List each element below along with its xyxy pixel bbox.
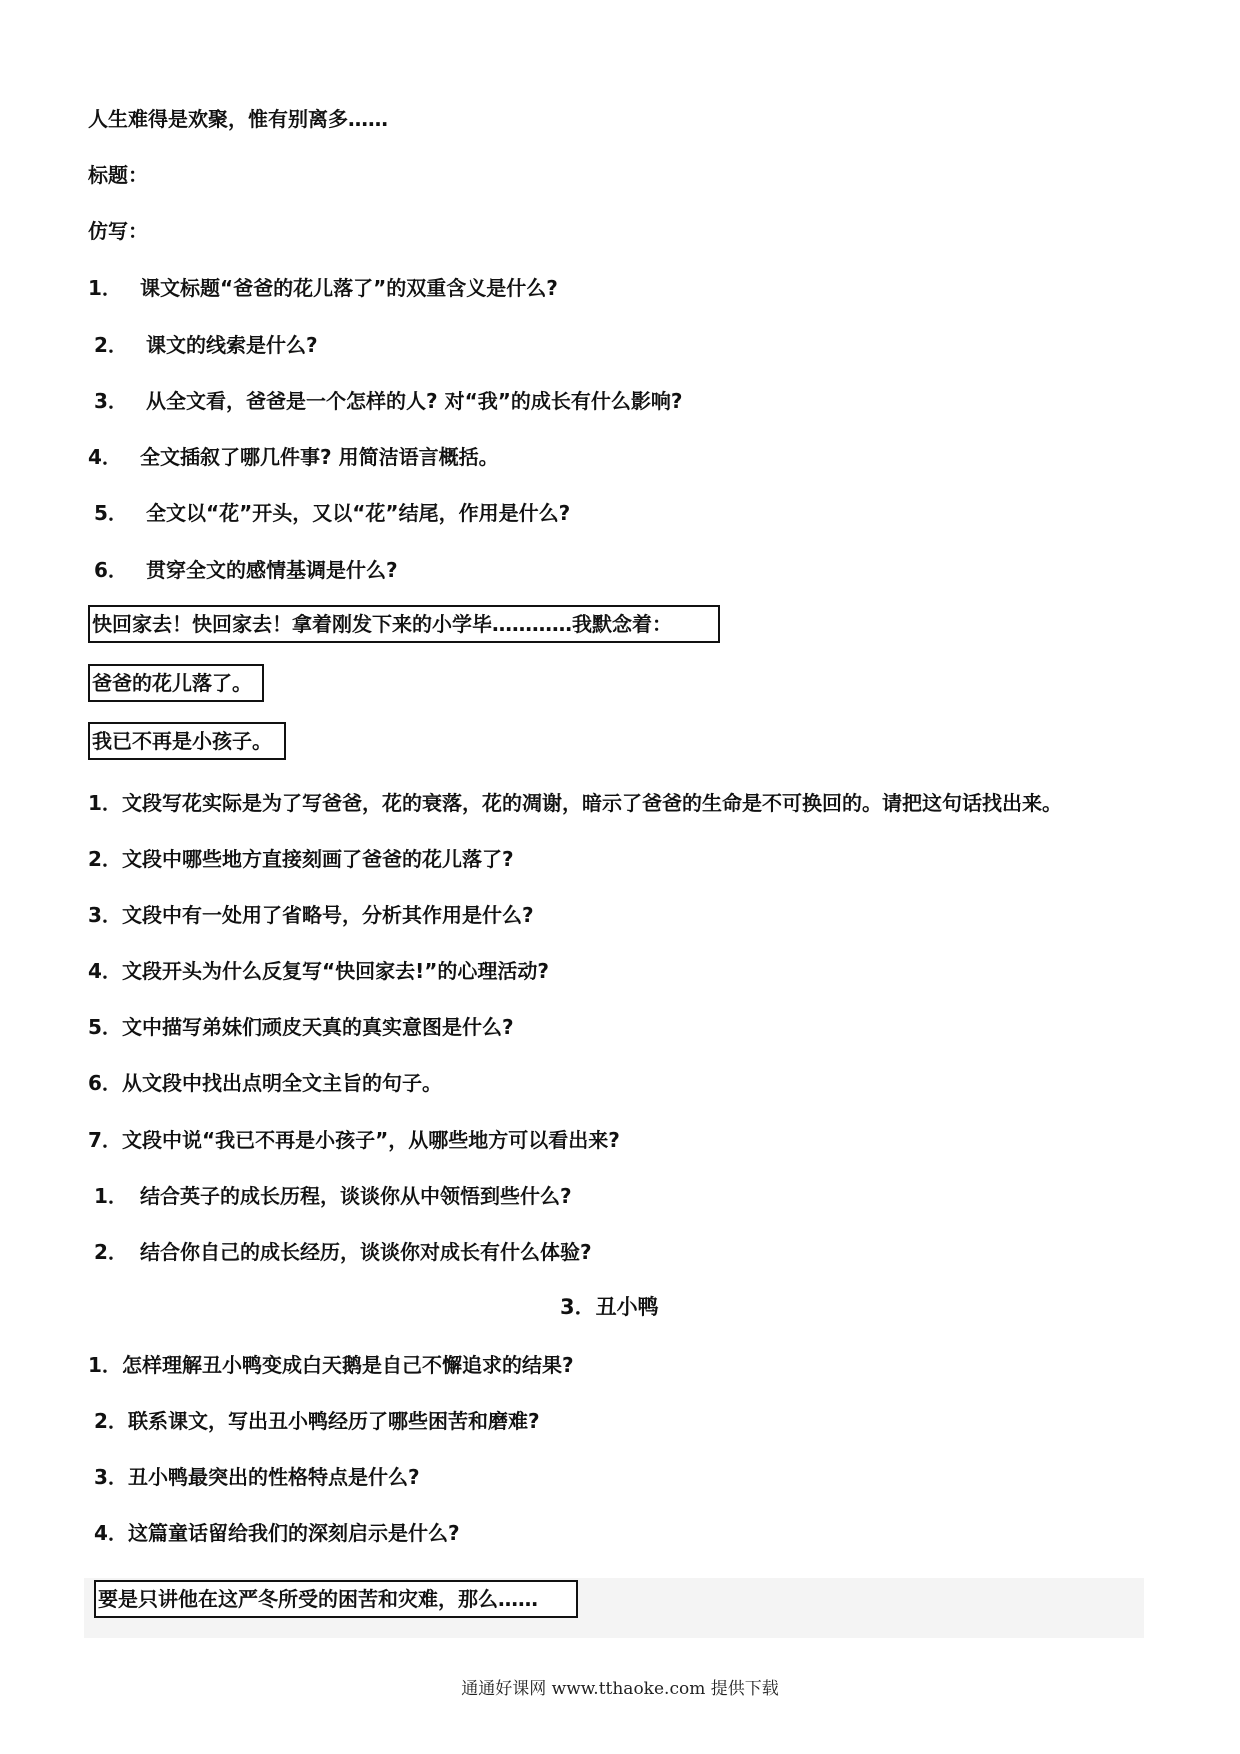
question-text: 文段中哪些地方直接刻画了爸爸的花儿落了?: [122, 847, 514, 871]
question-number: 2．: [88, 847, 122, 871]
question-number: 4．: [94, 1521, 128, 1545]
question-d-4: [94, 1520, 460, 1546]
question-text: 文段中说“我已不再是小孩子”，从哪些地方可以看出来?: [122, 1128, 620, 1152]
question-a-3: [94, 388, 682, 414]
question-d-2: [94, 1408, 540, 1434]
question-a-5: [94, 500, 570, 526]
question-number: 6．: [88, 1071, 122, 1095]
question-c-1: [94, 1183, 572, 1209]
question-text: 全文以“花”开头，又以“花”结尾，作用是什么?: [146, 501, 571, 525]
question-text: 怎样理解丑小鸭变成白天鹅是自己不懈追求的结果?: [122, 1353, 574, 1377]
page-footer: 通通好课网 www.tthaoke.com 提供下载: [461, 1679, 779, 1699]
question-text: 课文标题“爸爸的花儿落了”的双重含义是什么?: [140, 276, 558, 300]
question-a-6: [94, 557, 398, 583]
boxed-passage-3: 我已不再是小孩子。: [88, 722, 286, 760]
question-text: 这篇童话留给我们的深刻启示是什么?: [128, 1521, 460, 1545]
question-text: 从全文看，爸爸是一个怎样的人? 对“我”的成长有什么影响?: [146, 389, 683, 413]
question-text: 文中描写弟妹们顽皮天真的真实意图是什么?: [122, 1015, 514, 1039]
question-number: 7．: [88, 1128, 122, 1152]
question-number: 1．: [94, 1184, 128, 1208]
question-number: 5．: [94, 501, 128, 525]
question-text: 从文段中找出点明全文主旨的句子。: [122, 1071, 442, 1095]
question-number: 3．: [94, 1465, 128, 1489]
question-text: 全文插叙了哪几件事? 用简洁语言概括。: [140, 445, 499, 469]
question-b-3: [88, 902, 534, 928]
question-a-4: [88, 444, 499, 470]
question-b-1: [88, 790, 1062, 816]
question-number: 2．: [94, 1409, 128, 1433]
question-number: 3．: [94, 389, 128, 413]
question-d-1: [88, 1352, 574, 1378]
boxed-passage-1: 快回家去！快回家去！拿着刚发下来的小学毕…………我默念着：: [88, 605, 720, 643]
question-number: 5．: [88, 1015, 122, 1039]
section-title: 3．丑小鸭: [560, 1295, 659, 1319]
boxed-passage-2: 爸爸的花儿落了。: [88, 664, 264, 702]
question-text: 结合你自己的成长经历，谈谈你对成长有什么体验?: [140, 1240, 592, 1264]
question-number: 1．: [88, 1353, 122, 1377]
question-b-5: [88, 1014, 514, 1040]
question-b-6: [88, 1070, 442, 1096]
question-text: 联系课文，写出丑小鸭经历了哪些困苦和磨难?: [128, 1409, 540, 1433]
question-a-1: [88, 275, 558, 301]
question-text: 文段写花实际是为了写爸爸，花的衰落，花的凋谢，暗示了爸爸的生命是不可换回的。请把这句话找出来。: [122, 791, 1062, 815]
question-number: 3．: [88, 903, 122, 927]
question-text: 丑小鸭最突出的性格特点是什么?: [128, 1465, 420, 1489]
question-text: 文段中有一处用了省略号，分析其作用是什么?: [122, 903, 534, 927]
question-text: 贯穿全文的感情基调是什么?: [146, 558, 398, 582]
question-number: 2．: [94, 333, 128, 357]
question-b-2: [88, 846, 514, 872]
boxed-passage-4: 要是只讲他在这严冬所受的困苦和灾难，那么……: [94, 1580, 578, 1618]
question-c-2: [94, 1239, 592, 1265]
question-d-3: [94, 1464, 420, 1490]
question-text: 结合英子的成长历程，谈谈你从中领悟到些什么?: [140, 1184, 572, 1208]
intro-quote: 人生难得是欢聚，惟有别离多……: [88, 107, 388, 131]
question-number: 4．: [88, 445, 122, 469]
question-number: 1．: [88, 276, 122, 300]
title-label: 标题：: [88, 163, 148, 187]
question-number: 2．: [94, 1240, 128, 1264]
question-number: 4．: [88, 959, 122, 983]
question-text: 文段开头为什么反复写“快回家去!”的心理活动?: [122, 959, 550, 983]
imitate-label: 仿写：: [88, 219, 148, 243]
question-b-4: [88, 958, 549, 984]
question-b-7: [88, 1127, 620, 1153]
question-a-2: [94, 332, 318, 358]
question-number: 1．: [88, 791, 122, 815]
question-number: 6．: [94, 558, 128, 582]
question-text: 课文的线索是什么?: [146, 333, 318, 357]
